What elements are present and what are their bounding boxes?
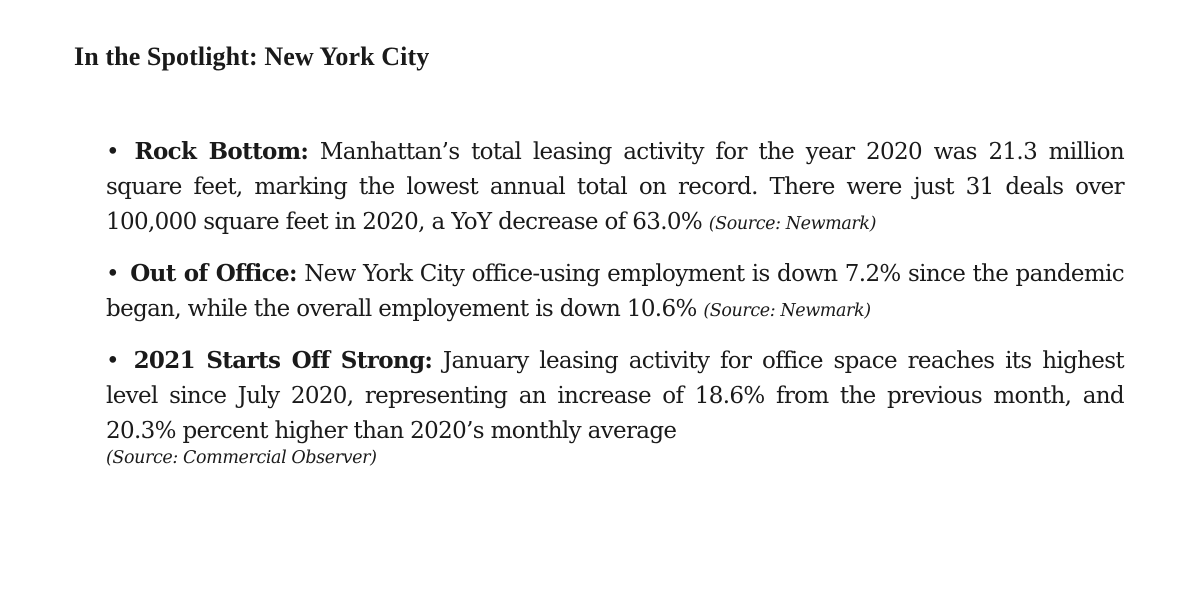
source-citation: (Source: Newmark) bbox=[708, 214, 877, 234]
item-heading: Rock Bottom: bbox=[134, 138, 309, 165]
source-citation: (Source: Commercial Observer) bbox=[106, 448, 377, 468]
bullet-marker: • bbox=[106, 261, 119, 287]
list-item bbox=[106, 134, 1124, 242]
list-item bbox=[106, 343, 1124, 471]
item-text: Manhattan’s total leasing activity for the year 2020 was 21.3 million square feet, marking the lowest annual total on record. There were just 31 deals over 100,000 square feet in 2020, a YoY decrease of 63.0% bbox=[106, 139, 1124, 235]
bullet-list bbox=[106, 134, 1124, 485]
page-title: In the Spotlight: New York City bbox=[74, 42, 430, 71]
bullet-marker: • bbox=[106, 348, 119, 374]
item-text: New York City office-using employment is down 7.2% since the pandemic began, while the overall employement is down 10.6% bbox=[106, 261, 1124, 322]
item-heading: Out of Office: bbox=[130, 260, 297, 287]
bullet-marker: • bbox=[106, 139, 119, 165]
source-citation: (Source: Newmark) bbox=[703, 301, 871, 321]
item-heading: 2021 Starts Off Strong: bbox=[133, 347, 433, 374]
item-text: January leasing activity for office space reaches its highest level since July 2020, representing an increase of 18.6% from the previous month, and 20.3% percent higher than 2020’s monthly average bbox=[106, 348, 1125, 444]
list-item bbox=[106, 256, 1124, 329]
